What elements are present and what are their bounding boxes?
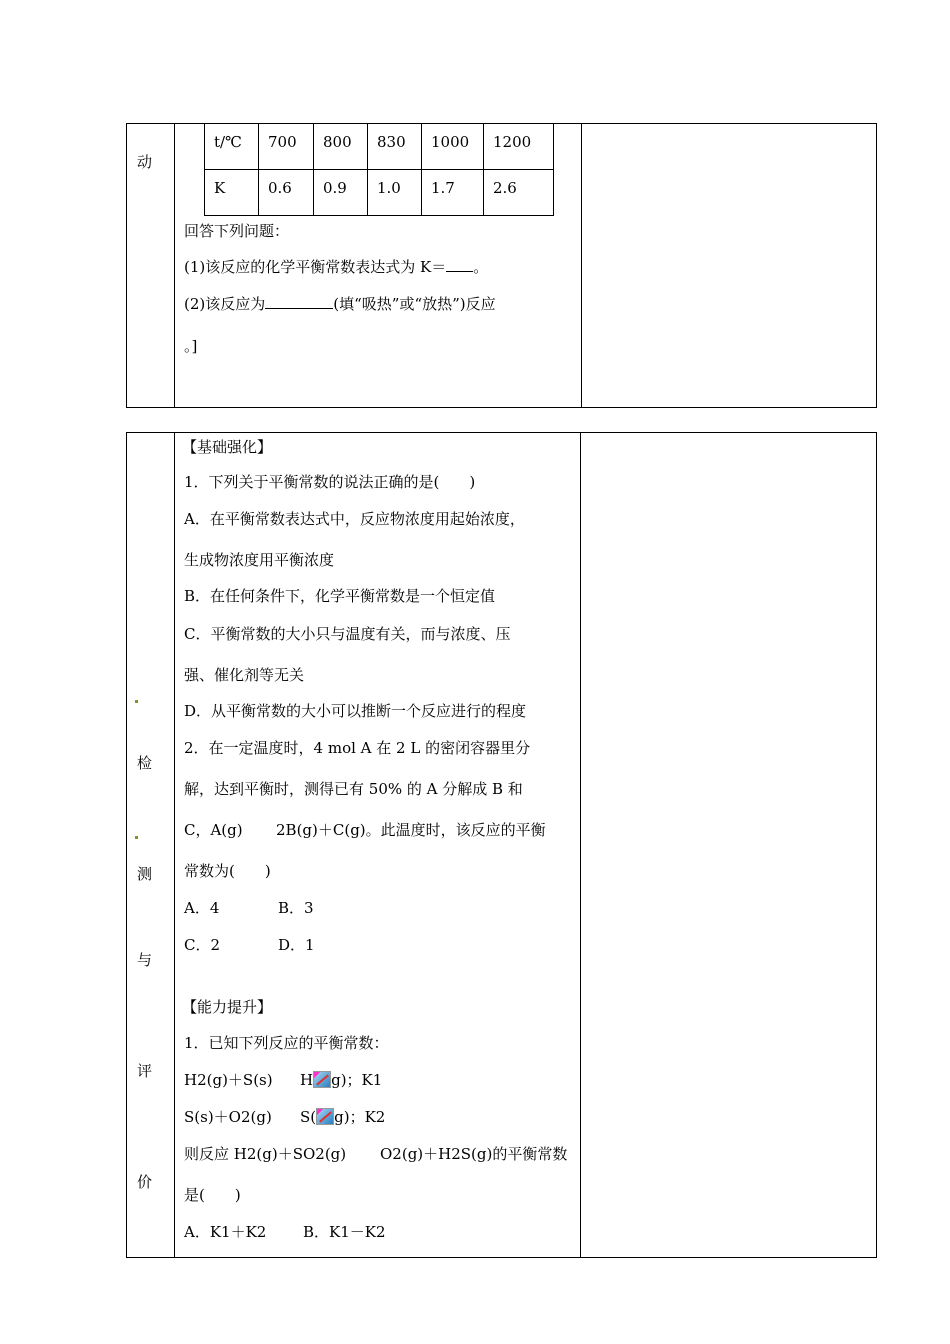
table-cell: 700: [259, 124, 314, 170]
reaction-2-prefix: S(: [300, 1108, 317, 1126]
side-label-char: 价: [137, 1173, 153, 1191]
answer-blank: [446, 257, 473, 272]
option-c-line2: 强、催化剂等无关: [184, 666, 305, 684]
side-label-char: 测: [137, 865, 153, 883]
q2-option-b: B．3: [278, 899, 314, 917]
side-label-char: 评: [137, 1062, 153, 1080]
option-d: D．从平衡常数的大小可以推断一个反应进行的程度: [184, 702, 527, 720]
reaction-1-right: [300, 1070, 382, 1090]
table-cell: t/℃: [205, 124, 259, 170]
section2-divider-left: [174, 432, 175, 1258]
table-cell: 2.6: [484, 170, 554, 216]
reaction-1-prefix: H: [300, 1071, 314, 1089]
section1-side-label: 动: [137, 153, 153, 171]
reaction-2-left: S(s)＋O2(g): [184, 1108, 272, 1126]
broken-image-icon: [316, 1108, 334, 1125]
question-2-exothermic: [184, 294, 496, 314]
ability-option-a: A．K1＋K2: [184, 1223, 267, 1241]
equilibrium-constant-table: [204, 123, 554, 216]
answer-prompt: 回答下列问题：: [184, 222, 290, 240]
q1-suffix: 。: [473, 258, 489, 276]
question-2-line4: 常数为( ): [184, 862, 271, 880]
q2-prefix: (2)该反应为: [184, 295, 266, 313]
question-2-line3a: C，A(g): [184, 821, 243, 839]
table-cell: K: [205, 170, 259, 216]
side-label-char: 检: [137, 754, 153, 772]
reaction-3-right: O2(g)＋H2S(g)的平衡常数: [380, 1145, 568, 1163]
option-a-line1: A．在平衡常数表达式中，反应物浓度用起始浓度，: [184, 510, 525, 528]
question-2-line2: 解，达到平衡时，测得已有 50% 的 A 分解成 B 和: [184, 780, 523, 798]
reaction-2-right: [300, 1107, 385, 1127]
table-cell: 800: [314, 124, 368, 170]
ability-question-1: 1．已知下列反应的平衡常数：: [184, 1034, 389, 1052]
q2-option-a: A．4: [184, 899, 220, 917]
q1-prefix: (1)该反应的化学平衡常数表达式为 K＝: [184, 258, 447, 276]
question-1: 1．下列关于平衡常数的说法正确的是( ): [184, 473, 476, 491]
reaction-2-suffix: g)；K2: [334, 1108, 386, 1126]
broken-image-icon: [313, 1071, 331, 1088]
ability-question-line4: 是( ): [184, 1186, 241, 1204]
answer-blank: [265, 294, 333, 309]
table-row: [205, 170, 554, 216]
option-b: B．在任何条件下，化学平衡常数是一个恒定值: [184, 587, 496, 605]
table-cell: 1.7: [422, 170, 484, 216]
table-cell: 0.6: [259, 170, 314, 216]
table-cell: 830: [368, 124, 422, 170]
option-a-line2: 生成物浓度用平衡浓度: [184, 551, 335, 569]
question-1-expression: [184, 257, 488, 277]
marker-dot: [135, 836, 138, 839]
q2-option-c: C．2: [184, 936, 221, 954]
reaction-1-suffix: g)；K1: [331, 1071, 383, 1089]
section1-divider-right: [581, 123, 582, 408]
table-cell: 0.9: [314, 170, 368, 216]
q2-suffix: (填“吸热”或“放热”)反应: [333, 295, 496, 313]
ability-heading: 【能力提升】: [182, 998, 273, 1016]
question-2-line1: 2．在一定温度时，4 mol A 在 2 L 的密闭容器里分: [184, 739, 531, 757]
reaction-3-left: 则反应 H2(g)＋SO2(g): [184, 1145, 347, 1163]
table-cell: 1200: [484, 124, 554, 170]
marker-dot: [135, 700, 138, 703]
table-row: [205, 124, 554, 170]
option-c-line1: C．平衡常数的大小只与温度有关，而与浓度、压: [184, 625, 511, 643]
table-cell: 1000: [422, 124, 484, 170]
section1-divider-left: [174, 123, 175, 408]
table-cell: 1.0: [368, 170, 422, 216]
q2-option-d: D．1: [278, 936, 315, 954]
basic-heading: 【基础强化】: [182, 438, 273, 456]
end-mark: 。]: [184, 337, 198, 355]
question-2-line3b: 2B(g)＋C(g)。此温度时，该反应的平衡: [276, 821, 546, 839]
ability-option-b: B．K1－K2: [303, 1223, 386, 1241]
reaction-1-left: H2(g)＋S(s): [184, 1071, 273, 1089]
side-label-char: 与: [137, 951, 153, 969]
section2-divider-right: [580, 432, 581, 1258]
